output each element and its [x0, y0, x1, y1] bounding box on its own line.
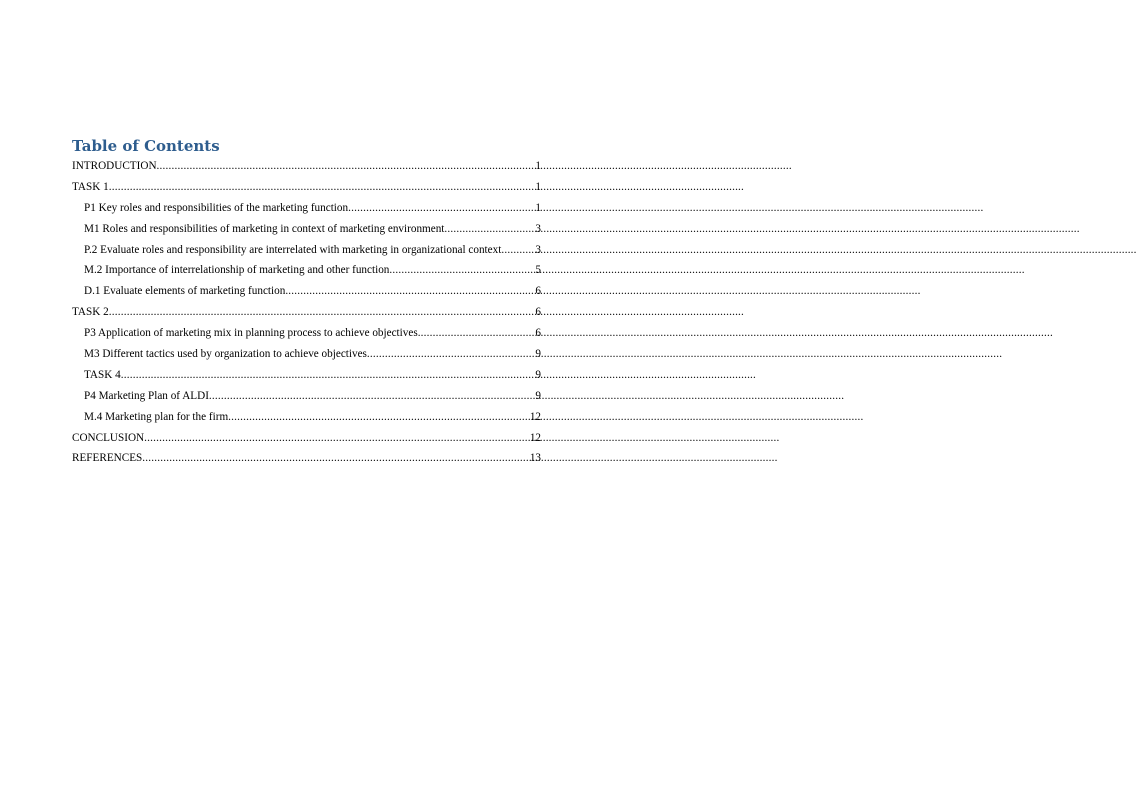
toc-entry-task-2[interactable]: [72, 302, 541, 323]
toc-entry-m2[interactable]: [72, 260, 541, 281]
toc-leader-dots: [285, 281, 535, 302]
toc-entry-m4[interactable]: [72, 407, 541, 428]
toc-entry-page: 12: [529, 410, 541, 423]
toc-entry-text: P3 Application of marketing mix in planning process to achieve objectives: [84, 327, 418, 340]
toc-entry-text: M.4 Marketing plan for the firm: [84, 410, 229, 423]
toc-entry-text: D.1 Evaluate elements of marketing function: [84, 285, 286, 298]
toc-leader-dots: [109, 302, 536, 323]
toc-leader-dots: [144, 428, 530, 449]
toc-entry-text: TASK 4: [84, 368, 121, 381]
toc-entry-text: M3 Different tactics used by organization to achieve objectives: [84, 348, 367, 361]
toc-list: [72, 156, 541, 469]
toc-leader-dots: [121, 365, 536, 386]
toc-entry-text: INTRODUCTION: [72, 160, 157, 172]
toc-entry-introduction[interactable]: [72, 156, 541, 177]
toc-entry-p3[interactable]: [72, 323, 541, 344]
toc-entry-page: 3: [535, 243, 541, 256]
toc-leader-dots: [418, 323, 536, 344]
toc-leader-dots: [389, 260, 535, 281]
toc-entry-m3[interactable]: [72, 344, 541, 365]
toc-entry-text: CONCLUSION: [72, 431, 145, 444]
toc-entry-page: 9: [535, 348, 541, 361]
toc-entry-text: P.2 Evaluate roles and responsibility are interrelated with marketing in organizational context: [84, 243, 502, 256]
toc-entry-text: M1 Roles and responsibilities of marketing in context of marketing environment: [84, 222, 445, 235]
toc-entry-page: 13: [529, 452, 541, 465]
toc-title: Table of Contents: [72, 137, 220, 155]
toc-leader-dots: [109, 177, 536, 198]
toc-leader-dots: [367, 344, 535, 365]
toc-entry-text: TASK 1: [72, 180, 109, 193]
toc-leader-dots: [228, 407, 530, 428]
toc-entry-page: 1: [535, 201, 541, 214]
toc-entry-p1[interactable]: [72, 198, 541, 219]
toc-entry-text: P1 Key roles and responsibilities of the marketing function: [84, 201, 349, 214]
toc-entry-page: 3: [535, 222, 541, 235]
toc-entry-page: 9: [535, 368, 541, 381]
toc-entry-page: 1: [535, 180, 541, 193]
toc-entry-task-4[interactable]: [72, 365, 541, 386]
toc-entry-d1[interactable]: [72, 281, 541, 302]
toc-entry-page: 12: [529, 431, 541, 444]
toc-entry-task-1[interactable]: [72, 177, 541, 198]
toc-entry-page: 6: [535, 327, 541, 340]
toc-leader-dots: [209, 386, 535, 407]
toc-entry-p2[interactable]: [72, 240, 541, 261]
toc-entry-page: 6: [535, 306, 541, 319]
toc-entry-page: 9: [535, 389, 541, 402]
toc-entry-text: REFERENCES: [72, 452, 143, 465]
toc-entry-text: TASK 2: [72, 306, 109, 319]
toc-entry-references[interactable]: [72, 448, 541, 469]
toc-leader-dots: [157, 156, 536, 177]
toc-entry-page: 5: [535, 264, 541, 277]
toc-entry-p4[interactable]: [72, 386, 541, 407]
toc-leader-dots: [142, 448, 530, 469]
toc-entry-page: 1: [535, 160, 541, 172]
toc-leader-dots: [501, 240, 535, 261]
toc-leader-dots: [444, 219, 535, 240]
toc-entry-conclusion[interactable]: [72, 428, 541, 449]
toc-entry-page: 6: [535, 285, 541, 298]
toc-entry-text: M.2 Importance of interrelationship of marketing and other function: [84, 264, 390, 277]
toc-entry-m1[interactable]: [72, 219, 541, 240]
toc-leader-dots: [348, 198, 535, 219]
toc-entry-text: P4 Marketing Plan of ALDI: [84, 389, 209, 402]
